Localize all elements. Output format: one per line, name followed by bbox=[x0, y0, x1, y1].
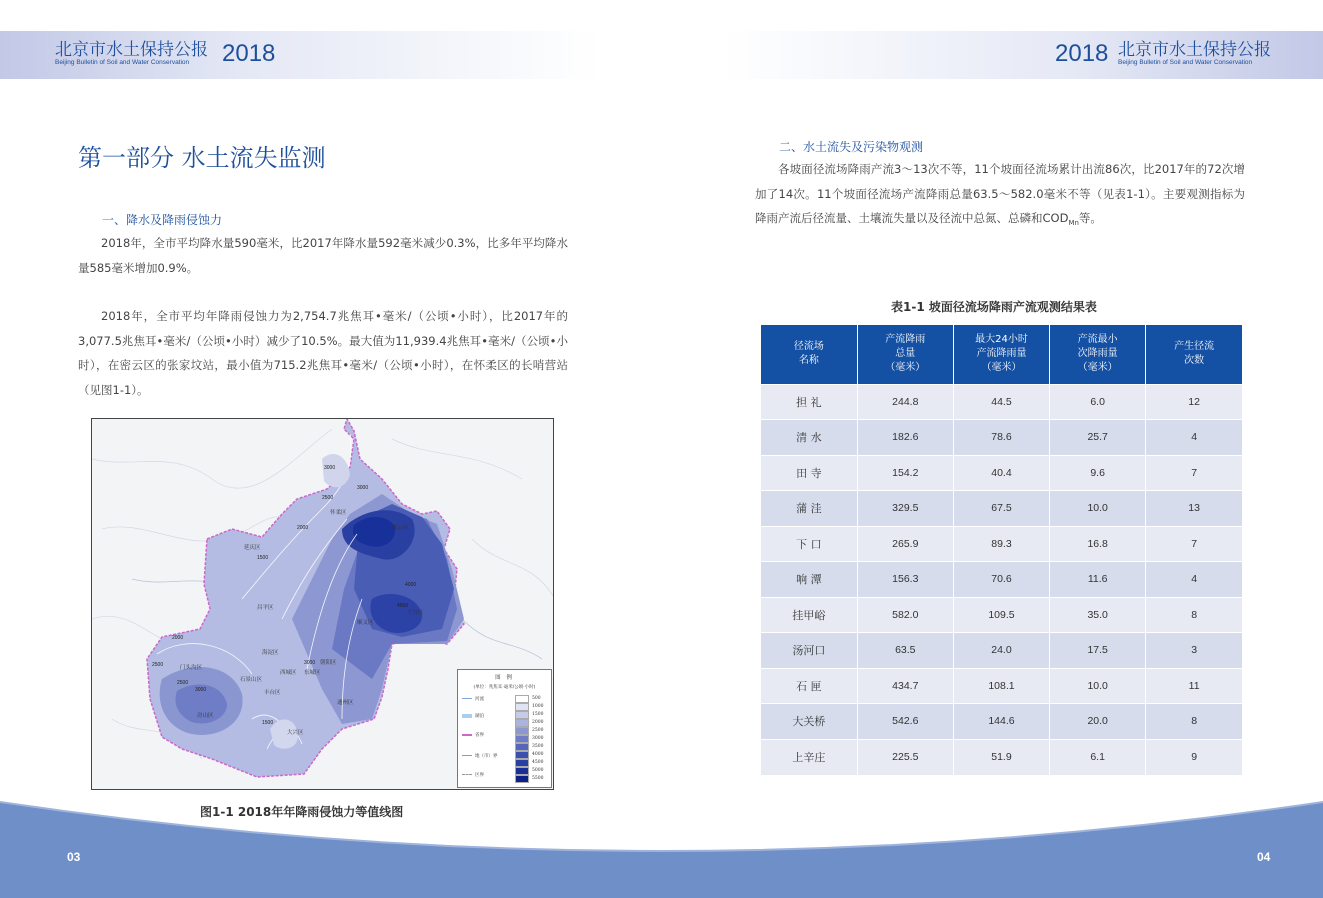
table-cell-value: 144.6 bbox=[953, 704, 1049, 740]
table-cell-value: 63.5 bbox=[857, 633, 953, 669]
table-cell-site-name: 田 寺 bbox=[761, 455, 857, 491]
table-cell-value: 7 bbox=[1146, 526, 1242, 562]
page-number-left: 03 bbox=[67, 850, 81, 864]
header-right-title-en: Beijing Bulletin of Soil and Water Conservation bbox=[1118, 59, 1253, 66]
header-right-year: 2018 bbox=[1055, 40, 1109, 67]
legend-item-lake: 湖泊 bbox=[462, 713, 484, 720]
legend-color-swatch bbox=[515, 751, 529, 759]
table-cell-value: 9 bbox=[1146, 739, 1242, 775]
table-cell-value: 182.6 bbox=[857, 420, 953, 456]
legend-value: 4500 bbox=[532, 760, 544, 765]
map-contour-label: 2500 bbox=[322, 495, 334, 501]
legend-value: 5500 bbox=[532, 776, 544, 781]
table-row bbox=[761, 633, 1242, 669]
table-row bbox=[761, 526, 1242, 562]
header-left-title-cn: 北京市水土保持公报 bbox=[55, 40, 208, 60]
legend-value: 4000 bbox=[532, 752, 544, 757]
legend-color-swatch bbox=[515, 719, 529, 727]
map-contour-label: 1500 bbox=[257, 555, 269, 561]
legend-value: 2500 bbox=[532, 728, 544, 733]
table-cell-value: 6.0 bbox=[1050, 384, 1146, 420]
table-cell-value: 109.5 bbox=[953, 597, 1049, 633]
table-cell-value: 156.3 bbox=[857, 562, 953, 598]
table-cell-site-name: 担 礼 bbox=[761, 384, 857, 420]
table-row bbox=[761, 704, 1242, 740]
map-contour-label: 2500 bbox=[152, 662, 164, 668]
legend-value: 3500 bbox=[532, 744, 544, 749]
table-cell-value: 20.0 bbox=[1050, 704, 1146, 740]
map-label-mentougou: 门头沟区 bbox=[180, 665, 203, 671]
table-row bbox=[761, 668, 1242, 704]
table-row bbox=[761, 597, 1242, 633]
table-cell-value: 44.5 bbox=[953, 384, 1049, 420]
map-contour-label: 2000 bbox=[297, 525, 309, 531]
table-cell-value: 9.6 bbox=[1050, 455, 1146, 491]
legend-color-ramp bbox=[515, 695, 529, 783]
map-label-shijingshan: 石景山区 bbox=[240, 677, 263, 683]
table-cell-value: 244.8 bbox=[857, 384, 953, 420]
table-cell-value: 8 bbox=[1146, 597, 1242, 633]
map-label-fangshan: 房山区 bbox=[197, 713, 214, 719]
table-cell-value: 17.5 bbox=[1050, 633, 1146, 669]
table-cell-value: 78.6 bbox=[953, 420, 1049, 456]
table-cell-site-name: 大关桥 bbox=[761, 704, 857, 740]
table-cell-value: 4 bbox=[1146, 420, 1242, 456]
legend-unit: (单位：兆焦耳·毫米/公顷·小时) bbox=[473, 685, 536, 690]
map-contour-label: 2500 bbox=[177, 680, 189, 686]
table-row bbox=[761, 384, 1242, 420]
table-cell-value: 51.9 bbox=[953, 739, 1049, 775]
table-cell-site-name: 响 潭 bbox=[761, 562, 857, 598]
legend-color-swatch bbox=[515, 775, 529, 783]
map-contour-label: 4500 bbox=[397, 603, 409, 609]
map-label-haidian: 海淀区 bbox=[262, 650, 279, 656]
table-cell-value: 4 bbox=[1146, 562, 1242, 598]
table-cell-value: 6.1 bbox=[1050, 739, 1146, 775]
table-cell-value: 12 bbox=[1146, 384, 1242, 420]
map-contour-label: 2000 bbox=[172, 635, 184, 641]
section-title: 第一部分 水土流失监测 bbox=[78, 144, 326, 172]
map-legend bbox=[457, 669, 552, 788]
table-cell-value: 70.6 bbox=[953, 562, 1049, 598]
table-cell-value: 3 bbox=[1146, 633, 1242, 669]
table-header-event-count: 产生径流 次数 bbox=[1146, 325, 1242, 384]
table-cell-value: 10.0 bbox=[1050, 491, 1146, 527]
table-header-max-24h: 最大24小时 产流降雨量 （毫米） bbox=[953, 325, 1049, 384]
table-header-site: 径流场 名称 bbox=[761, 325, 857, 384]
page-number-right: 04 bbox=[1257, 850, 1271, 864]
table-cell-value: 225.5 bbox=[857, 739, 953, 775]
table-body bbox=[761, 384, 1242, 775]
map-label-yanqing: 延庆区 bbox=[244, 545, 261, 551]
table-cell-value: 11.6 bbox=[1050, 562, 1146, 598]
table-cell-value: 24.0 bbox=[953, 633, 1049, 669]
table-cell-value: 40.4 bbox=[953, 455, 1049, 491]
table-cell-value: 154.2 bbox=[857, 455, 953, 491]
table-cell-value: 11 bbox=[1146, 668, 1242, 704]
table-cell-value: 108.1 bbox=[953, 668, 1049, 704]
table-row bbox=[761, 739, 1242, 775]
legend-color-swatch bbox=[515, 727, 529, 735]
subsection-title-precipitation: 一、降水及降雨侵蚀力 bbox=[102, 213, 223, 227]
table-cell-site-name: 清 水 bbox=[761, 420, 857, 456]
map-label-shunyi: 顺义区 bbox=[357, 620, 374, 626]
table-cell-value: 434.7 bbox=[857, 668, 953, 704]
legend-item-river: 河流 bbox=[462, 696, 484, 703]
map-label-dongcheng: 东城区 bbox=[304, 670, 321, 676]
paragraph-precipitation: 2018年，全市平均降水量590毫米，比2017年降水量592毫米减少0.3%，比多年平均降水量585毫米增加0.9%。 bbox=[78, 236, 568, 275]
table-cell-value: 25.7 bbox=[1050, 420, 1146, 456]
paragraph-erosivity: 2018年，全市平均年降雨侵蚀力为2,754.7兆焦耳•毫米/（公顷•小时），比2017年的3,077.5兆焦耳•毫米/（公顷•小时）减少了10.5%。最大值为11,939.4兆焦耳•毫米/（公顷•小时），在密云区的张家坟站，最小值为715.2兆焦耳•毫米/（公顷•小时），在怀柔区的长哨营站（见图1-1）。 bbox=[78, 309, 568, 397]
map-contour-label: 3000 bbox=[357, 485, 369, 491]
header-left-title-en: Beijing Bulletin of Soil and Water Conservation bbox=[55, 59, 190, 66]
table-cell-value: 16.8 bbox=[1050, 526, 1146, 562]
table-row bbox=[761, 420, 1242, 456]
map-label-huairou: 怀柔区 bbox=[330, 510, 347, 516]
legend-value: 3000 bbox=[532, 736, 544, 741]
legend-color-swatch bbox=[515, 759, 529, 767]
table-header-min-event: 产流最小 次降雨量 （毫米） bbox=[1050, 325, 1146, 384]
table-cell-value: 265.9 bbox=[857, 526, 953, 562]
table-cell-site-name: 汤河口 bbox=[761, 633, 857, 669]
map-caption: 图1-1 2018年年降雨侵蚀力等值线图 bbox=[200, 805, 404, 819]
table-cell-value: 89.3 bbox=[953, 526, 1049, 562]
legend-values bbox=[532, 695, 543, 783]
table-cell-value: 329.5 bbox=[857, 491, 953, 527]
legend-color-swatch bbox=[515, 711, 529, 719]
map-label-changping: 昌平区 bbox=[257, 605, 274, 611]
table-cell-site-name: 石 匣 bbox=[761, 668, 857, 704]
legend-item-city-border: 地（市）界 bbox=[462, 753, 498, 760]
map-label-xicheng: 西城区 bbox=[280, 670, 297, 676]
map-contour-label: 3000 bbox=[195, 687, 207, 693]
legend-value: 5000 bbox=[532, 768, 544, 773]
map-label-miyun: 密云区 bbox=[392, 525, 409, 531]
table-cell-site-name: 下 口 bbox=[761, 526, 857, 562]
paragraph-runoff bbox=[755, 157, 1245, 236]
legend-value: 2000 bbox=[532, 720, 544, 725]
header-right-title bbox=[1118, 41, 1271, 67]
legend-color-swatch bbox=[515, 743, 529, 751]
table-cell-value: 10.0 bbox=[1050, 668, 1146, 704]
legend-value: 1000 bbox=[532, 704, 544, 709]
map-contour-label: 4000 bbox=[405, 582, 417, 588]
footer-band bbox=[0, 790, 1323, 898]
legend-color-swatch bbox=[515, 695, 529, 703]
legend-color-swatch bbox=[515, 735, 529, 743]
legend-color-swatch bbox=[515, 703, 529, 711]
cod-subscript: Mn bbox=[1068, 219, 1079, 227]
legend-color-swatch bbox=[515, 767, 529, 775]
table-cell-value: 13 bbox=[1146, 491, 1242, 527]
erosivity-contour-map bbox=[91, 418, 554, 790]
paragraph-runoff-end: 等。 bbox=[1078, 211, 1102, 225]
legend-value: 1500 bbox=[532, 712, 544, 717]
runoff-results-table bbox=[761, 325, 1242, 775]
map-label-tongzhou: 通州区 bbox=[337, 700, 354, 706]
table-cell-site-name: 蒲 洼 bbox=[761, 491, 857, 527]
map-contour-label: 3000 bbox=[324, 465, 336, 471]
table-cell-value: 35.0 bbox=[1050, 597, 1146, 633]
map-label-pinggu: 平谷区 bbox=[407, 610, 424, 616]
table-cell-site-name: 上辛庄 bbox=[761, 739, 857, 775]
map-contour-label: 3000 bbox=[304, 660, 316, 666]
table-caption: 表1-1 坡面径流场降雨产流观测结果表 bbox=[891, 300, 1097, 314]
map-label-fengtai: 丰台区 bbox=[264, 690, 281, 696]
legend-title: 图 例 bbox=[495, 675, 514, 681]
table-row bbox=[761, 562, 1242, 598]
map-label-chaoyang: 朝阳区 bbox=[320, 660, 337, 666]
table-cell-value: 8 bbox=[1146, 704, 1242, 740]
header-left-year: 2018 bbox=[222, 40, 276, 67]
map-label-daxing: 大兴区 bbox=[287, 730, 304, 736]
table-row bbox=[761, 491, 1242, 527]
table-cell-value: 542.6 bbox=[857, 704, 953, 740]
legend-item-province-border: 省界 bbox=[462, 732, 484, 739]
map-contour-label: 1500 bbox=[262, 720, 274, 726]
table-cell-value: 582.0 bbox=[857, 597, 953, 633]
table-row bbox=[761, 455, 1242, 491]
table-header-row bbox=[761, 325, 1242, 384]
paragraph-runoff-text: 各坡面径流场降雨产流3～13次不等，11个坡面径流场累计出流86次，比2017年的72次增加了14次。11个坡面径流场产流降雨总量63.5～582.0毫米不等（见表1-1）。主要观测指标为降雨产流后径流量、土壤流失量以及径流中总氮、总磷和COD bbox=[755, 162, 1245, 225]
legend-item-district-border: 区界 bbox=[462, 772, 484, 779]
header-left-title bbox=[55, 41, 208, 67]
table-cell-site-name: 挂甲峪 bbox=[761, 597, 857, 633]
table-cell-value: 7 bbox=[1146, 455, 1242, 491]
legend-value: 500 bbox=[532, 696, 541, 701]
table-header-total-rainfall: 产流降雨 总量 （毫米） bbox=[857, 325, 953, 384]
subsection-title-pollutant: 二、水土流失及污染物观测 bbox=[779, 140, 924, 154]
table-cell-value: 67.5 bbox=[953, 491, 1049, 527]
header-right-title-cn: 北京市水土保持公报 bbox=[1118, 40, 1271, 60]
